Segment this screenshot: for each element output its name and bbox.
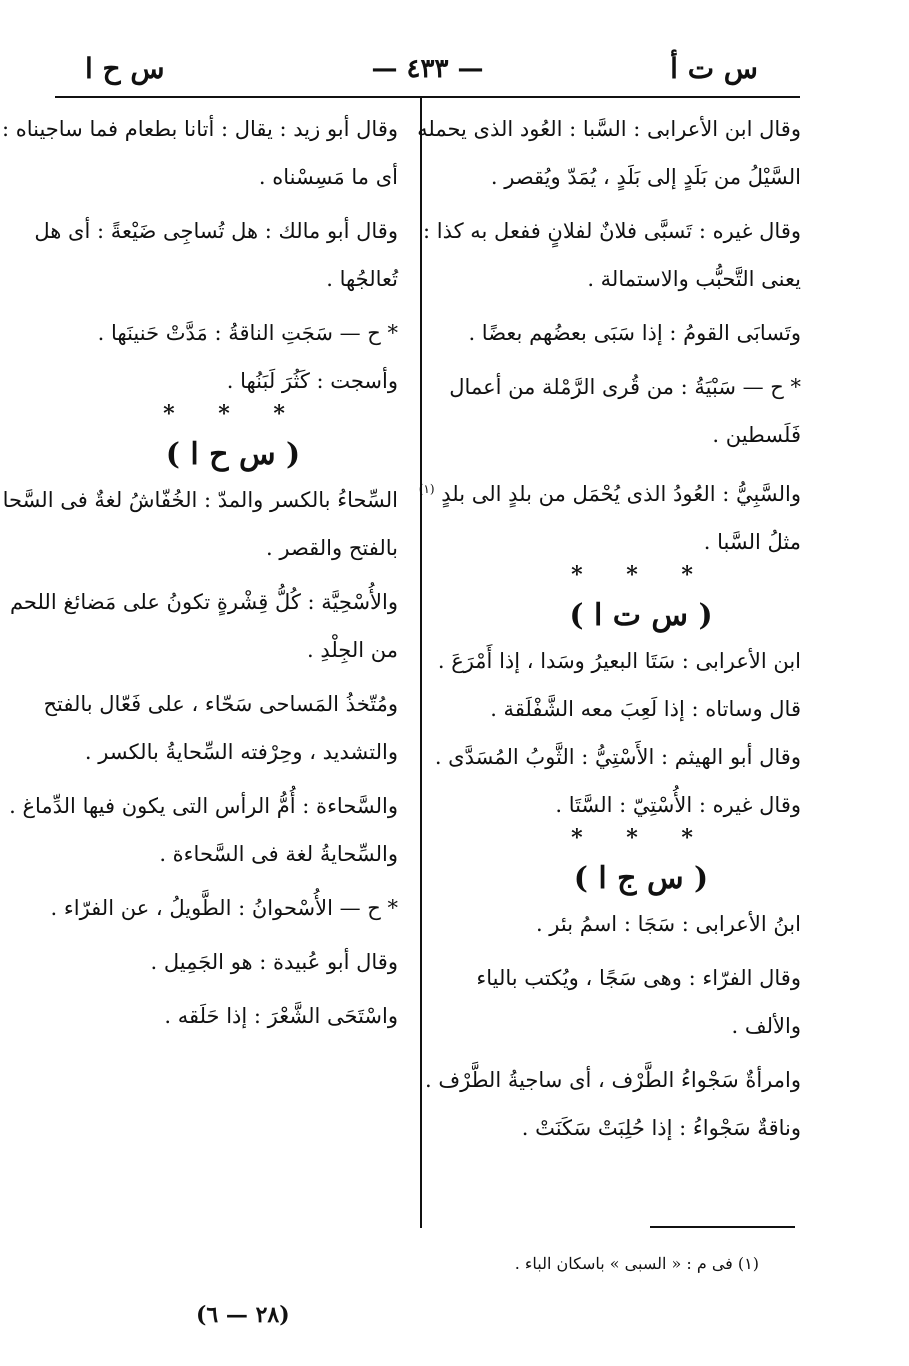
- text-line: وقال غيره : تَسبَّى فلانٌ لفلانٍ ففعل به كذا :: [422, 219, 801, 243]
- text-line: وقال غيره : الأُسْتِيّ : السَّتَا .: [555, 793, 801, 817]
- footnote: (١) فى م : « السبى » باسكان الباء .: [514, 1254, 759, 1273]
- text-line: من الجِلْدِ .: [306, 638, 398, 662]
- text-line: والأُسْحِيَّة : كُلُّ قِشْرةٍ تكونُ على مَضائغ اللحم: [9, 590, 398, 614]
- header-root-left: س ح ا: [85, 52, 165, 85]
- page-header: [55, 50, 800, 94]
- text-line: * ح — سَبْيَةُ : من قُرى الرَّمْلة من أعمال: [449, 375, 801, 399]
- text-line: وقال الفرّاء : وهى سَجًا ، ويُكتب بالياء: [476, 966, 801, 990]
- text-line: تُعالجُها .: [326, 267, 398, 291]
- text-line: وتَسابَى القومُ : إذا سَبَى بعضُهم بعضًا .: [468, 321, 801, 345]
- text-line: بالفتح والقصر .: [266, 536, 398, 560]
- text-line: [418, 475, 801, 508]
- section-separator: * * *: [163, 401, 303, 427]
- text-line: وقال أبو الهيثم : الأَسْتِيُّ : الثَّوبُ المُسَدَّى .: [434, 745, 801, 769]
- text-line: والألف .: [731, 1014, 801, 1038]
- text-line: وقال أبو مالك : هل تُساجِى ضَيْعةً : أى هل: [34, 219, 398, 243]
- text-line: والسِّحايةُ لغة فى السَّحاءة .: [159, 842, 398, 866]
- text-line: والتشديد ، وحِرْفته السِّحايةُ بالكسر .: [84, 740, 398, 764]
- text-line: وقال أبو زيد : يقال : أتانا بطعام فما ساجيناه :: [1, 117, 398, 141]
- text-line: السِّحاءُ بالكسر والمدّ : الخُفّاشُ لغةٌ فى السَّحا: [2, 488, 398, 512]
- text-line: ابنُ الأعرابى : سَجَا : اسمُ بئر .: [535, 912, 801, 936]
- section-separator: * * *: [571, 825, 711, 851]
- column-divider: [420, 98, 422, 1228]
- printer-signature: (٢٨ — ٦): [196, 1302, 290, 1328]
- text-line: وامرأةٌ سَجْواءُ الطَّرْف ، أى ساجيةُ الطَّرْف .: [424, 1068, 801, 1092]
- text-line: * ح — الأُسْحوانُ : الطَّويلُ ، عن الفرّاء .: [50, 896, 398, 920]
- text-line: وأسجت : كَثُرَ لَبَنُها .: [226, 369, 398, 393]
- text-line: ومُتّخذُ المَساحى سَحّاء ، على فَعّال بالفتح: [43, 692, 398, 716]
- text-line: مثلُ السَّبا .: [703, 530, 801, 554]
- section-separator: * * *: [571, 562, 711, 588]
- text-line: قال وساتاه : إذا لَعِبَ معه الشَّفْلَقة .: [490, 697, 801, 721]
- header-rule: [55, 96, 800, 98]
- right-column: [417, 115, 801, 1142]
- text-line: ابن الأعرابى : سَتَا البعيرُ وسَدا ، إذا أَمْرَعَ .: [437, 649, 801, 673]
- entry-text: والسَّبِيُّ : العُودُ الذى يُحْمَل من بلدٍ الى بلدٍ: [441, 482, 801, 506]
- text-line: واسْتَحَى الشَّعْرَ : إذا حَلَقه .: [164, 1004, 398, 1028]
- section-heading: ( س ح ا ): [165, 437, 301, 472]
- text-line: أى ما مَسِسْناه .: [258, 165, 398, 189]
- left-column: [1, 115, 398, 1030]
- footnote-marker: (١): [418, 482, 435, 496]
- page-number: — ٤٣٣ —: [371, 54, 484, 84]
- section-heading: ( س ج ا ): [573, 861, 709, 896]
- text-line: والسَّحاءة : أُمُّ الرأس التى يكون فيها الدِّماغ .: [9, 794, 398, 818]
- text-line: السَّيْلُ من بَلَدٍ إلى بَلَدٍ ، يُمَدّ ويُقصر .: [490, 165, 801, 189]
- text-line: وقال أبو عُبيدة : هو الجَمِيل .: [150, 950, 398, 974]
- header-root-right: س ت أ: [670, 52, 758, 85]
- text-line: وناقةٌ سَجْواءُ : إذا حُلِبَتْ سَكَنَتْ .: [521, 1116, 801, 1140]
- text-line: فَلَسطين .: [712, 423, 801, 447]
- section-heading: ( س ت ا ): [569, 598, 713, 633]
- text-line: وقال ابن الأعرابى : السَّبا : العُود الذى يحمله: [417, 117, 801, 141]
- text-line: يعنى التَّحبُّب والاستمالة .: [587, 267, 801, 291]
- footnote-rule: [650, 1226, 795, 1228]
- text-line: * ح — سَجَتِ الناقةُ : مَدَّتْ حَنينَها .: [97, 321, 398, 345]
